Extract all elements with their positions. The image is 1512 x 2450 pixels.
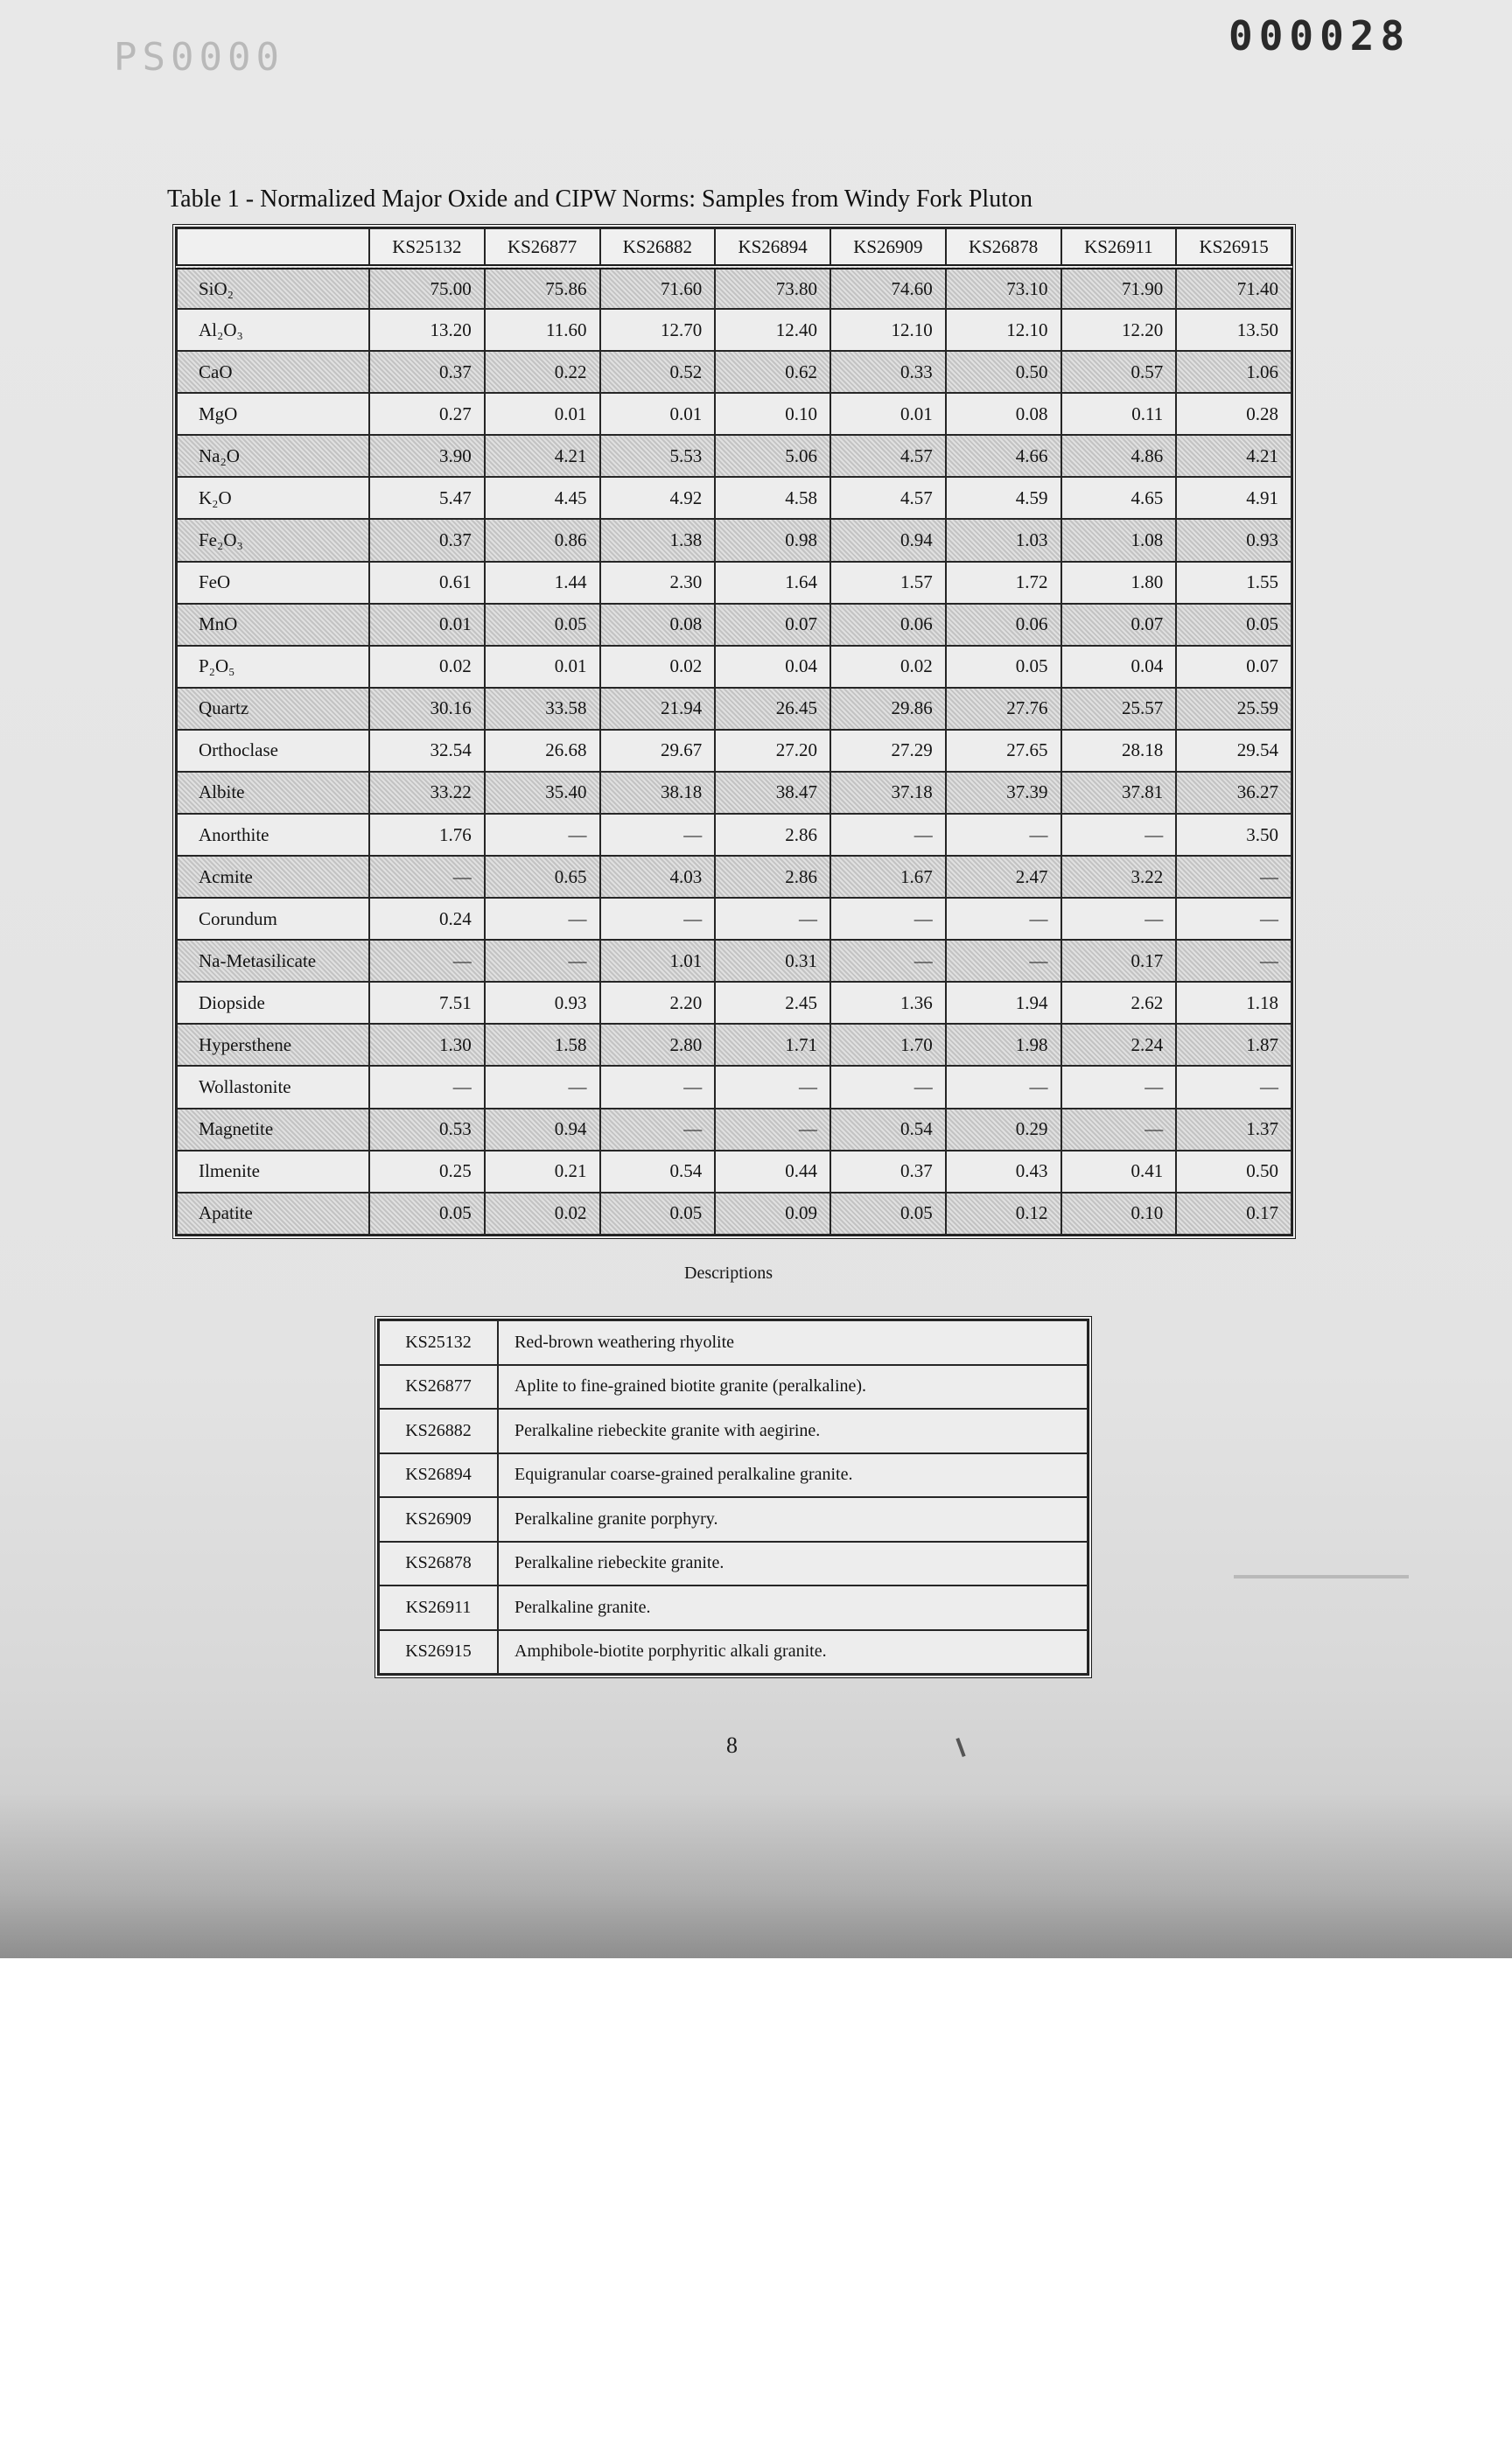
table-cell: — [830,940,946,982]
table-cell: — [485,898,600,940]
table-cell: — [600,1066,716,1108]
description-row [379,1586,1088,1630]
table-cell: 1.44 [485,562,600,604]
table-cell: — [485,814,600,856]
table-cell: 1.01 [600,940,716,982]
table-cell: 1.64 [715,562,830,604]
table-cell: — [946,1066,1061,1108]
table-cell: 1.03 [946,519,1061,561]
table-cell: 4.65 [1061,477,1177,519]
table-cell: 1.37 [1176,1109,1292,1151]
table-cell: 0.07 [1061,604,1177,646]
row-label: Magnetite [177,1109,369,1151]
sample-description: Red-brown weathering rhyolite [498,1320,1088,1365]
descriptions-body [379,1320,1088,1674]
table-cell: 37.18 [830,772,946,814]
table-cell: 0.02 [369,646,485,688]
table-cell: 33.58 [485,688,600,730]
table-cell: 71.90 [1061,267,1177,309]
column-header: KS26882 [600,228,716,267]
table-cell: — [485,1066,600,1108]
table-cell: 0.29 [946,1109,1061,1151]
table-cell: 0.62 [715,351,830,393]
table-cell: 0.53 [369,1109,485,1151]
row-label: Diopside [177,982,369,1024]
page-number: 8 [726,1732,738,1758]
row-label: Apatite [177,1193,369,1235]
table-row [177,604,1292,646]
table-cell: 1.70 [830,1024,946,1066]
table-cell: 4.86 [1061,435,1177,477]
table-cell: 0.04 [1061,646,1177,688]
table-cell: 0.61 [369,562,485,604]
table-cell: 0.94 [485,1109,600,1151]
table-cell: 0.28 [1176,393,1292,435]
table-cell: 2.45 [715,982,830,1024]
sample-description: Equigranular coarse-grained peralkaline granite. [498,1453,1088,1498]
table-cell: 37.39 [946,772,1061,814]
table-row [177,267,1292,309]
table-cell: 4.57 [830,477,946,519]
sample-description: Peralkaline riebeckite granite with aegirine. [498,1409,1088,1453]
table-cell: 11.60 [485,309,600,351]
sample-id: KS26882 [379,1409,498,1453]
table-cell: 2.47 [946,856,1061,898]
table-cell: 0.21 [485,1151,600,1193]
table-row [177,1109,1292,1151]
row-label: CaO [177,351,369,393]
table-cell: 2.86 [715,814,830,856]
table-cell: — [830,898,946,940]
table-row [177,1151,1292,1193]
table-row [177,940,1292,982]
table-cell: 13.50 [1176,309,1292,351]
table-cell: 33.22 [369,772,485,814]
table-cell: 1.06 [1176,351,1292,393]
table-row [177,856,1292,898]
column-header: KS26878 [946,228,1061,267]
table-cell: 38.47 [715,772,830,814]
table-cell: 27.76 [946,688,1061,730]
table-cell: — [369,940,485,982]
table-cell: 12.10 [946,309,1061,351]
table-cell: — [1176,1066,1292,1108]
table-cell: 0.57 [1061,351,1177,393]
table-row [177,519,1292,561]
table-cell: 1.71 [715,1024,830,1066]
sample-id: KS26878 [379,1542,498,1586]
table-cell: 1.67 [830,856,946,898]
table-cell: 4.57 [830,435,946,477]
row-label: SiO₂ [177,267,369,309]
table-row [177,772,1292,814]
sample-description: Peralkaline riebeckite granite. [498,1542,1088,1586]
table-cell: — [715,898,830,940]
row-label: Al₂O₃ [177,309,369,351]
table-cell: 0.37 [830,1151,946,1193]
row-label: Hypersthene [177,1024,369,1066]
table-cell: 25.57 [1061,688,1177,730]
table-cell: 71.40 [1176,267,1292,309]
table-cell: 74.60 [830,267,946,309]
table-row [177,435,1292,477]
table-cell: 27.65 [946,730,1061,772]
table-cell: — [1176,898,1292,940]
table-cell: 4.45 [485,477,600,519]
table-cell: 2.30 [600,562,716,604]
table-cell: 0.12 [946,1193,1061,1235]
table-cell: 0.05 [946,646,1061,688]
scan-shadow [0,1792,1512,1958]
row-label: Quartz [177,688,369,730]
table-cell: — [1061,898,1177,940]
row-label: Fe₂O₃ [177,519,369,561]
table-cell: 0.25 [369,1151,485,1193]
table-cell: 75.00 [369,267,485,309]
sample-id: KS26915 [379,1630,498,1675]
table-cell: 0.02 [600,646,716,688]
table-row [177,814,1292,856]
table-cell: 26.45 [715,688,830,730]
table-cell: 7.51 [369,982,485,1024]
table-cell: — [485,940,600,982]
table-row [177,1066,1292,1108]
column-header: KS26915 [1176,228,1292,267]
descriptions-table [374,1316,1092,1678]
table-title: Table 1 - Normalized Major Oxide and CIPW Norms: Samples from Windy Fork Pluton [167,186,1032,213]
table-row [177,562,1292,604]
row-label: Ilmenite [177,1151,369,1193]
sample-id: KS25132 [379,1320,498,1365]
table-cell: — [830,1066,946,1108]
table-cell: 0.94 [830,519,946,561]
table-cell: 32.54 [369,730,485,772]
table-cell: 0.41 [1061,1151,1177,1193]
table-cell: 0.44 [715,1151,830,1193]
table-cell: 0.01 [830,393,946,435]
table-cell: 2.80 [600,1024,716,1066]
table-cell: 0.01 [369,604,485,646]
table-cell: 0.93 [485,982,600,1024]
table-cell: 4.92 [600,477,716,519]
description-row [379,1409,1088,1453]
table-cell: — [600,814,716,856]
table-cell: 5.47 [369,477,485,519]
sample-description: Aplite to fine-grained biotite granite (peralkaline). [498,1365,1088,1410]
table-cell: — [600,1109,716,1151]
table-cell: 4.59 [946,477,1061,519]
sample-description: Peralkaline granite porphyry. [498,1497,1088,1542]
sample-description: Peralkaline granite. [498,1586,1088,1630]
table-cell: 0.86 [485,519,600,561]
column-header: KS26911 [1061,228,1177,267]
table-cell: 1.18 [1176,982,1292,1024]
description-row [379,1542,1088,1586]
table-cell: 12.70 [600,309,716,351]
table-cell: 0.27 [369,393,485,435]
table-cell: 1.72 [946,562,1061,604]
table-header-row [177,228,1292,267]
row-label: Na-Metasilicate [177,940,369,982]
sample-id: KS26877 [379,1365,498,1410]
table-cell: — [1176,856,1292,898]
table-cell: 36.27 [1176,772,1292,814]
row-label: Acmite [177,856,369,898]
table-cell: 1.57 [830,562,946,604]
table-cell: 29.86 [830,688,946,730]
table-cell: 35.40 [485,772,600,814]
table-cell: 0.31 [715,940,830,982]
table-cell: 4.91 [1176,477,1292,519]
table-cell: 1.36 [830,982,946,1024]
table-cell: 4.66 [946,435,1061,477]
table-cell: 29.54 [1176,730,1292,772]
table-cell: — [369,856,485,898]
table-cell: 2.24 [1061,1024,1177,1066]
table-cell: — [1061,1066,1177,1108]
row-label: MnO [177,604,369,646]
table-cell: 0.65 [485,856,600,898]
scan-speck [956,1738,965,1757]
table-cell: 4.21 [485,435,600,477]
table-cell: 13.20 [369,309,485,351]
table-cell: 0.37 [369,519,485,561]
table-cell: 30.16 [369,688,485,730]
table-row [177,309,1292,351]
header-corner-cell [177,228,369,267]
table-cell: 0.50 [946,351,1061,393]
table-cell: 0.33 [830,351,946,393]
table-row [177,1193,1292,1235]
table-cell: 0.05 [600,1193,716,1235]
table-cell: 0.10 [715,393,830,435]
table-cell: — [830,814,946,856]
table-cell: — [600,898,716,940]
table-cell: 0.17 [1061,940,1177,982]
table-cell: — [946,814,1061,856]
table-cell: 1.55 [1176,562,1292,604]
table-row [177,646,1292,688]
description-row [379,1453,1088,1498]
table-cell: 0.01 [485,646,600,688]
table-cell: 0.08 [600,604,716,646]
table-cell: 0.01 [600,393,716,435]
table-cell: — [1061,1109,1177,1151]
table-cell: 1.87 [1176,1024,1292,1066]
table-cell: — [946,940,1061,982]
table-cell: 0.54 [600,1151,716,1193]
sample-id: KS26894 [379,1453,498,1498]
table-cell: — [369,1066,485,1108]
table-cell: 73.80 [715,267,830,309]
table-cell: 4.58 [715,477,830,519]
table-cell: 5.53 [600,435,716,477]
faded-stamp: PS0000 [114,35,284,80]
table-cell: 0.37 [369,351,485,393]
table-cell: — [1061,814,1177,856]
table-row [177,730,1292,772]
table-cell: 0.05 [369,1193,485,1235]
table-row [177,351,1292,393]
table-cell: 0.22 [485,351,600,393]
sample-id: KS26909 [379,1497,498,1542]
table-cell: 0.05 [485,604,600,646]
table-body [177,267,1292,1235]
table-row [177,1024,1292,1066]
table-cell: 0.04 [715,646,830,688]
table-cell: 0.98 [715,519,830,561]
table-cell: — [946,898,1061,940]
scan-smudge [1234,1575,1409,1578]
table-cell: 0.52 [600,351,716,393]
row-label: Na₂O [177,435,369,477]
table-cell: 0.07 [715,604,830,646]
table-cell: 0.06 [830,604,946,646]
sample-id: KS26911 [379,1586,498,1630]
description-row [379,1320,1088,1365]
row-label: Anorthite [177,814,369,856]
table-cell: 5.06 [715,435,830,477]
table-row [177,982,1292,1024]
table-cell: 71.60 [600,267,716,309]
row-label: P₂O₅ [177,646,369,688]
table-cell: — [1176,940,1292,982]
table-cell: 1.98 [946,1024,1061,1066]
row-label: K₂O [177,477,369,519]
description-row [379,1630,1088,1675]
table-cell: 0.11 [1061,393,1177,435]
table-cell: 0.93 [1176,519,1292,561]
description-row [379,1497,1088,1542]
table-cell: 0.05 [1176,604,1292,646]
row-label: Wollastonite [177,1066,369,1108]
table-cell: 2.86 [715,856,830,898]
table-row [177,898,1292,940]
description-row [379,1365,1088,1410]
table-cell: 29.67 [600,730,716,772]
table-cell: 73.10 [946,267,1061,309]
table-cell: 12.20 [1061,309,1177,351]
table-cell: 27.29 [830,730,946,772]
table-cell: 2.62 [1061,982,1177,1024]
table-cell: 37.81 [1061,772,1177,814]
table-cell: 0.43 [946,1151,1061,1193]
table-cell: 0.02 [830,646,946,688]
table-cell: 0.02 [485,1193,600,1235]
table-row [177,688,1292,730]
table-cell: 2.20 [600,982,716,1024]
table-cell: 3.90 [369,435,485,477]
table-cell: 3.22 [1061,856,1177,898]
table-cell: 1.38 [600,519,716,561]
table-cell: 38.18 [600,772,716,814]
row-label: Orthoclase [177,730,369,772]
table-cell: 0.17 [1176,1193,1292,1235]
table-cell: 0.10 [1061,1193,1177,1235]
table-cell: — [715,1066,830,1108]
table-cell: 1.58 [485,1024,600,1066]
table-cell: 0.24 [369,898,485,940]
table-cell: 1.76 [369,814,485,856]
descriptions-title: Descriptions [684,1264,774,1283]
table-cell: 4.21 [1176,435,1292,477]
table-cell: 21.94 [600,688,716,730]
table-row [177,477,1292,519]
table-cell: 3.50 [1176,814,1292,856]
table-cell: 1.30 [369,1024,485,1066]
table-cell: 75.86 [485,267,600,309]
table-cell: 0.06 [946,604,1061,646]
row-label: MgO [177,393,369,435]
table-cell: 1.08 [1061,519,1177,561]
table-cell: — [715,1109,830,1151]
table-cell: 0.07 [1176,646,1292,688]
row-label: Corundum [177,898,369,940]
table-cell: 0.54 [830,1109,946,1151]
column-header: KS25132 [369,228,485,267]
table-cell: 28.18 [1061,730,1177,772]
column-header: KS26894 [715,228,830,267]
table-cell: 0.09 [715,1193,830,1235]
row-label: Albite [177,772,369,814]
table-cell: 0.08 [946,393,1061,435]
table-cell: 4.03 [600,856,716,898]
table-cell: 0.50 [1176,1151,1292,1193]
row-label: FeO [177,562,369,604]
table-cell: 25.59 [1176,688,1292,730]
table-cell: 27.20 [715,730,830,772]
table-cell: 26.68 [485,730,600,772]
column-header: KS26877 [485,228,600,267]
table-cell: 12.40 [715,309,830,351]
oxide-norms-table [172,224,1296,1239]
column-header: KS26909 [830,228,946,267]
table-cell: 0.05 [830,1193,946,1235]
page-id-stamp: 000028 [1228,12,1411,60]
table-cell: 0.01 [485,393,600,435]
table-row [177,393,1292,435]
table-cell: 1.80 [1061,562,1177,604]
table-cell: 1.94 [946,982,1061,1024]
sample-description: Amphibole-biotite porphyritic alkali granite. [498,1630,1088,1675]
table-cell: 12.10 [830,309,946,351]
